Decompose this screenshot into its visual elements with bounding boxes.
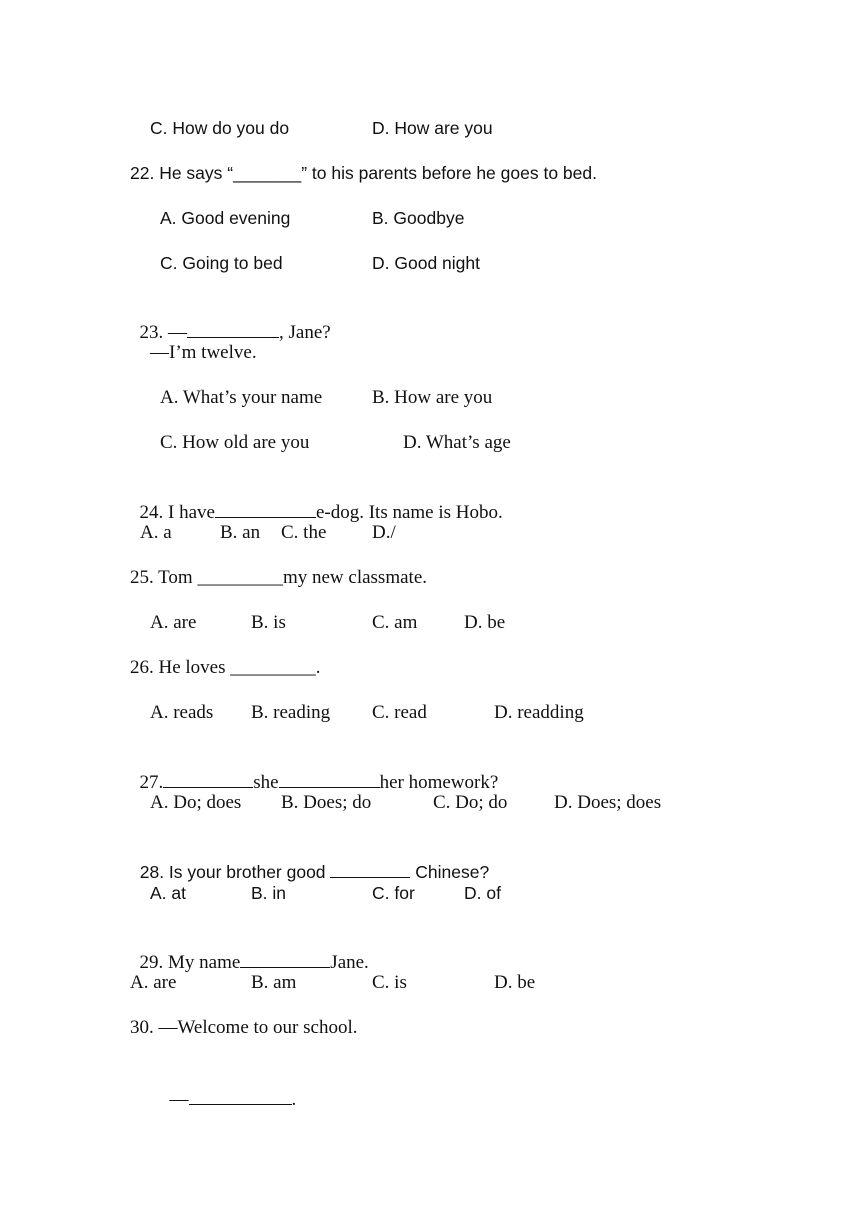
question-24 — [130, 477, 503, 524]
q29-option-b: B. am — [251, 972, 297, 993]
answer-blank — [279, 769, 380, 788]
q22-option-d: D. Good night — [372, 253, 480, 273]
answer-blank — [215, 499, 316, 518]
q26-option-c: C. read — [372, 702, 427, 723]
q27-suffix: her homework? — [379, 772, 499, 793]
q21-option-d: D. How are you — [372, 118, 493, 138]
q28-suffix: Chinese? — [410, 862, 490, 882]
q23-option-a: A. What’s your name — [160, 387, 323, 408]
q29-prefix: 29. My name — [139, 952, 241, 973]
q23-option-b: B. How are you — [372, 387, 493, 408]
q23-suffix: , Jane? — [279, 322, 331, 343]
question-28 — [130, 837, 489, 883]
question-27 — [130, 747, 498, 794]
q30-reply-suffix: . — [291, 1089, 297, 1110]
q29-option-a: A. are — [130, 972, 177, 993]
answer-blank — [330, 859, 410, 878]
q27-option-b: B. Does; do — [281, 792, 372, 813]
q26-option-a: A. reads — [150, 702, 214, 723]
q23-option-d: D. What’s age — [403, 432, 511, 453]
q28-option-c: C. for — [372, 883, 415, 903]
q25-option-c: C. am — [372, 612, 418, 633]
q27-option-a: A. Do; does — [150, 792, 242, 813]
q24-prefix: 24. I have — [139, 502, 215, 523]
q25-option-a: A. are — [150, 612, 197, 633]
q23-reply: —I’m twelve. — [150, 342, 257, 363]
q30-reply-prefix: — — [169, 1089, 189, 1110]
q24-option-a: A. a — [140, 522, 172, 543]
q27-option-c: C. Do; do — [433, 792, 508, 813]
q29-suffix: Jane. — [330, 952, 369, 973]
q27-prefix: 27. — [139, 772, 164, 793]
q22-option-b: B. Goodbye — [372, 208, 465, 228]
q24-option-c: C. the — [281, 522, 327, 543]
answer-blank — [163, 769, 253, 788]
answer-blank — [189, 1086, 292, 1105]
question-26: 26. He loves _________. — [130, 657, 321, 678]
q26-option-d: D. readding — [494, 702, 584, 723]
q27-middle: she — [253, 772, 279, 793]
q23-prefix: 23. — — [139, 322, 187, 343]
q25-option-d: D. be — [464, 612, 506, 633]
q28-prefix: 28. Is your brother good — [139, 862, 331, 882]
answer-blank — [187, 319, 279, 338]
q25-option-b: B. is — [251, 612, 286, 633]
question-30: 30. —Welcome to our school. — [130, 1017, 358, 1038]
question-25: 25. Tom _________my new classmate. — [130, 567, 428, 588]
q28-option-a: A. at — [150, 883, 186, 903]
answer-blank — [240, 949, 330, 968]
q23-option-c: C. How old are you — [160, 432, 310, 453]
q28-option-d: D. of — [464, 883, 501, 903]
q24-option-d: D./ — [372, 522, 396, 543]
question-29 — [130, 927, 369, 974]
q24-option-b: B. an — [220, 522, 261, 543]
q29-option-c: C. is — [372, 972, 407, 993]
q28-option-b: B. in — [251, 883, 287, 903]
q26-option-b: B. reading — [251, 702, 331, 723]
q22-option-c: C. Going to bed — [160, 253, 283, 273]
q21-option-c: C. How do you do — [150, 118, 290, 138]
question-23 — [130, 297, 331, 344]
q29-option-d: D. be — [494, 972, 536, 993]
q27-option-d: D. Does; does — [554, 792, 662, 813]
q24-suffix: e-dog. Its name is Hobo. — [315, 502, 503, 523]
q30-reply — [160, 1064, 296, 1111]
q22-option-a: A. Good evening — [160, 208, 291, 228]
question-22: 22. He says “_______” to his parents before he goes to bed. — [130, 163, 597, 183]
